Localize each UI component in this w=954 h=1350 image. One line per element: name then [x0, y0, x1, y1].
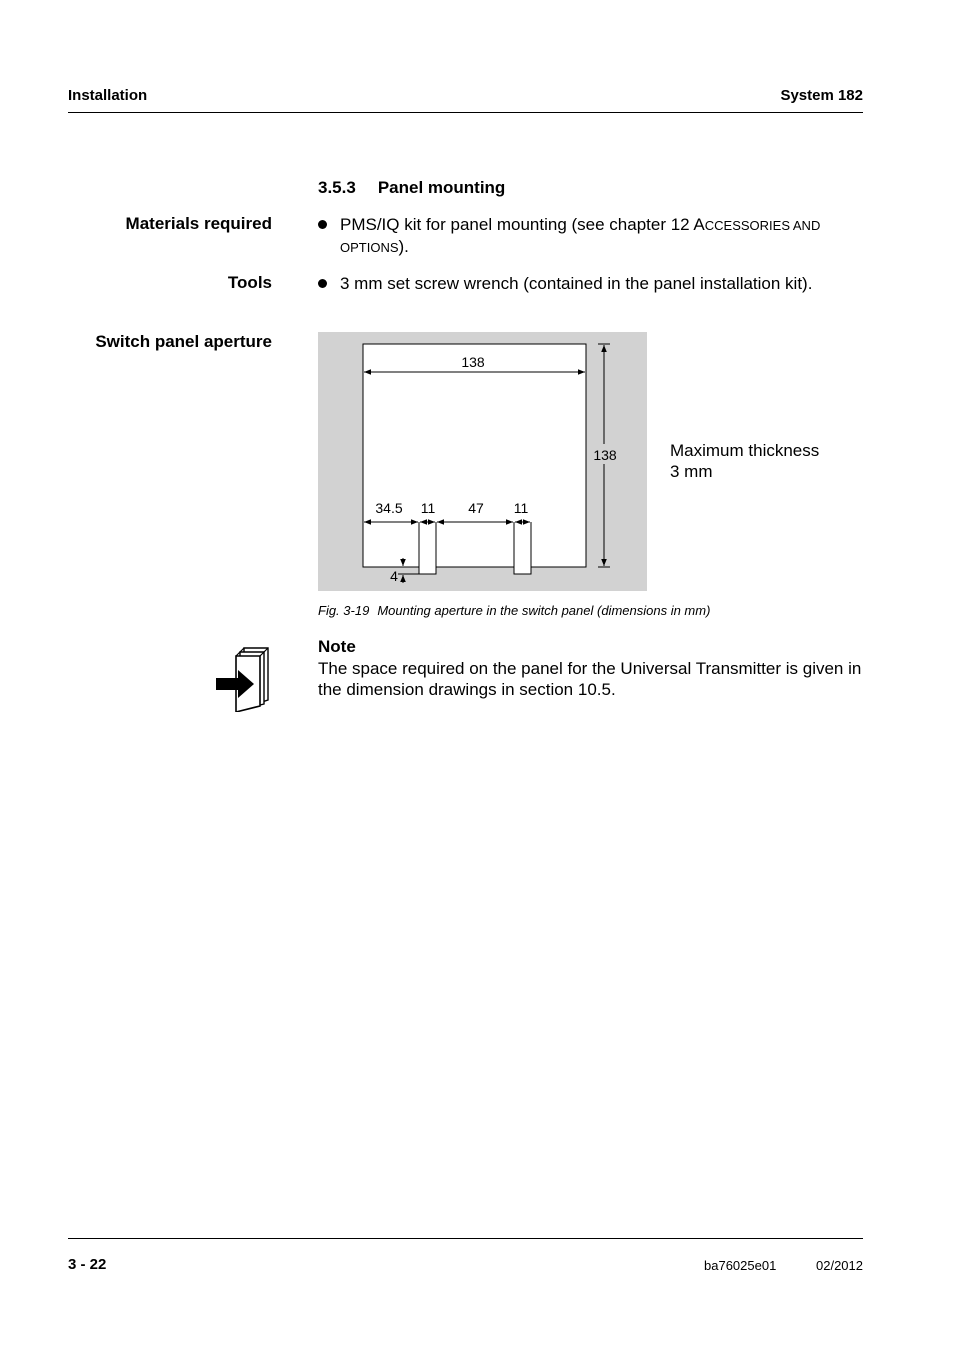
header-rule — [68, 112, 863, 113]
materials-text-end: ). — [398, 237, 409, 256]
seg4-dimension-label: 11 — [513, 500, 529, 516]
aperture-drawing — [318, 332, 647, 591]
notch-depth-label: 4 — [390, 568, 398, 584]
figure-caption-text: Mounting aperture in the switch panel (dimensions in mm) — [377, 603, 711, 618]
seg2-dimension-label: 11 — [420, 500, 436, 516]
section-title: Panel mounting — [377, 178, 506, 197]
bullet-icon — [318, 279, 327, 288]
tools-label: Tools — [227, 273, 272, 292]
materials-text-main: PMS/IQ kit for panel mounting (see chapter 12 A — [340, 215, 705, 234]
section-number: 3.5.3 — [318, 178, 356, 197]
footer-rule — [68, 1238, 863, 1239]
aperture-outline — [363, 344, 586, 574]
figure-number: Fig. 3-19 — [318, 603, 370, 618]
max-thickness-note — [670, 440, 870, 482]
seg1-dimension-label: 34.5 — [375, 500, 403, 516]
materials-text-smallcaps: CCESSORIES AND — [704, 218, 821, 233]
tools-text: 3 mm set screw wrench (contained in the panel installation kit). — [340, 274, 813, 293]
header-chapter: Installation — [68, 87, 148, 104]
max-thickness-line2: 3 mm — [670, 462, 713, 481]
aperture-label: Switch panel aperture — [95, 332, 272, 351]
header-product: System 182 — [780, 87, 863, 104]
width-dimension-label: 138 — [461, 354, 485, 370]
seg3-dimension-label: 47 — [468, 500, 484, 516]
page-number: 3 - 22 — [68, 1256, 107, 1273]
materials-text — [340, 214, 870, 258]
height-dimension-label: 138 — [593, 447, 617, 463]
note-title: Note — [318, 637, 356, 656]
materials-text-options: OPTIONS — [340, 240, 399, 255]
note-text: The space required on the panel for the Universal Transmitter is given in the dimension drawings in section 10.5. — [318, 659, 862, 699]
section-heading — [318, 178, 505, 198]
materials-label: Materials required — [125, 214, 272, 233]
book-arrow-icon — [214, 644, 276, 712]
document-id: ba76025e01 — [704, 1258, 777, 1273]
figure-caption — [318, 603, 710, 618]
max-thickness-line1: Maximum thickness — [670, 441, 820, 460]
bullet-icon — [318, 220, 327, 229]
document-date: 02/2012 — [816, 1258, 863, 1273]
